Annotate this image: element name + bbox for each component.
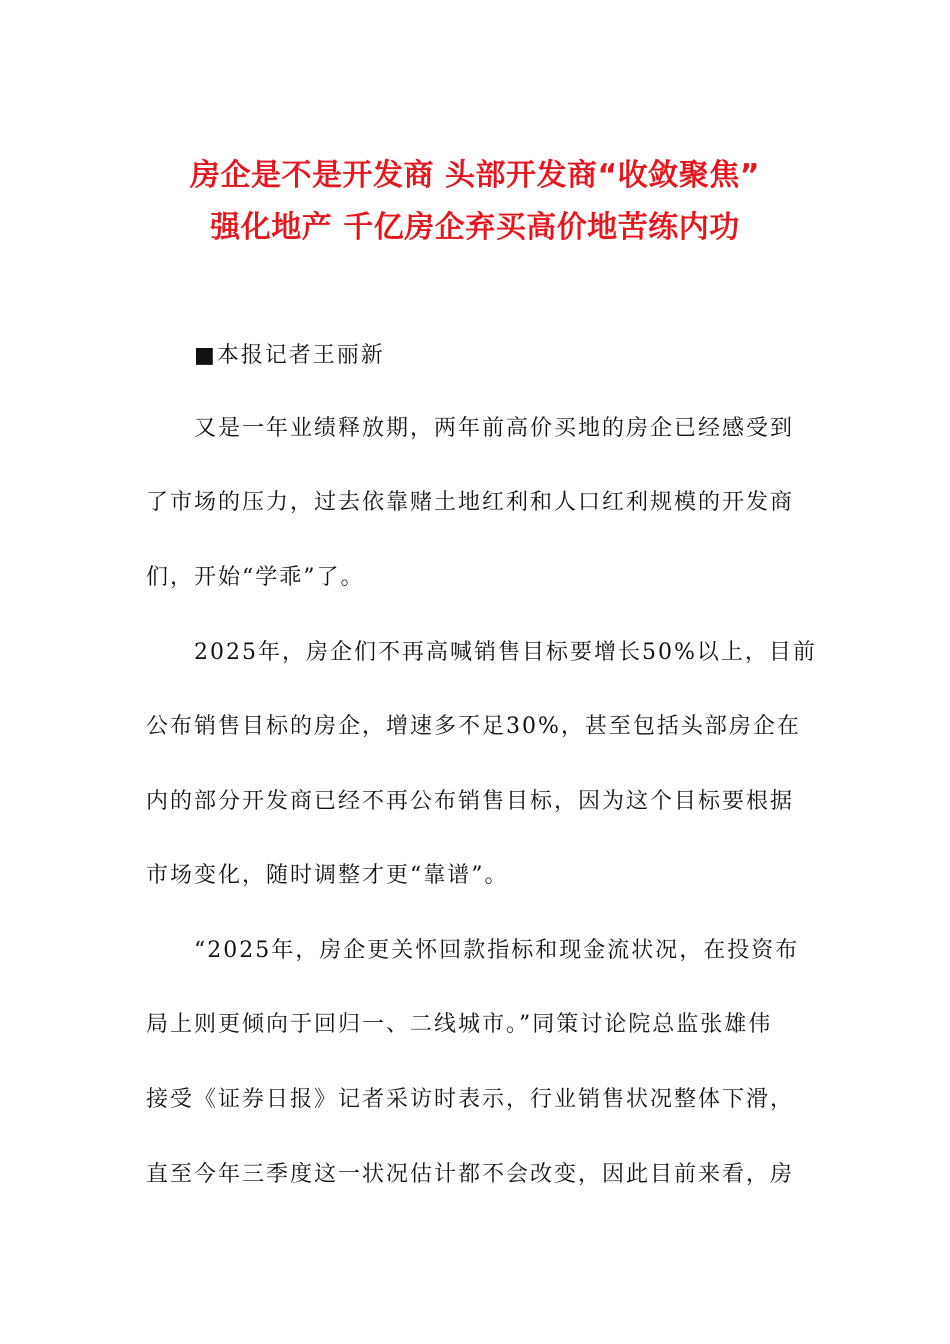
paragraph-3-line-4: 直至今年三季度这一状况估计都不会改变，因此目前来看，房 <box>146 1162 795 1187</box>
paragraph-2-line-4: 市场变化，随时调整才更“靠谱”。 <box>146 863 509 888</box>
paragraph-3-line-3: 接受《证券日报》记者采访时表示，行业销售状况整体下滑， <box>146 1087 795 1112</box>
paragraph-1-line-2: 了市场的压力，过去依靠赌土地红利和人口红利规模的开发商 <box>146 490 795 515</box>
paragraph-2-line-2: 公布销售目标的房企，增速多不足30%，甚至包括头部房企在 <box>146 714 801 739</box>
title-line-1: 房企是不是开发商 头部开发商“收敛聚焦” <box>190 158 760 193</box>
paragraph-1-line-3: 们，开始“学乖”了。 <box>146 565 365 590</box>
article-title <box>100 150 850 254</box>
paragraph-2-line-3: 内的部分开发商已经不再公布销售目标，因为这个目标要根据 <box>146 789 795 814</box>
title-line-2: 强化地产 千亿房企弃买高价地苦练内功 <box>210 210 740 245</box>
paragraph-3-line-2: 局上则更倾向于回归一、二线城市。”同策讨论院总监张雄伟 <box>146 1012 773 1037</box>
paragraph-3-line-1: “2025年，房企更关怀回款指标和现金流状况，在投资布 <box>194 938 800 963</box>
paragraph-1-line-1: 又是一年业绩释放期，两年前高价买地的房企已经感受到 <box>194 416 795 441</box>
byline: ■本报记者王丽新 <box>194 343 385 368</box>
paragraph-2-line-1: 2025年，房企们不再高喊销售目标要增长50%以上，目前 <box>194 640 817 665</box>
